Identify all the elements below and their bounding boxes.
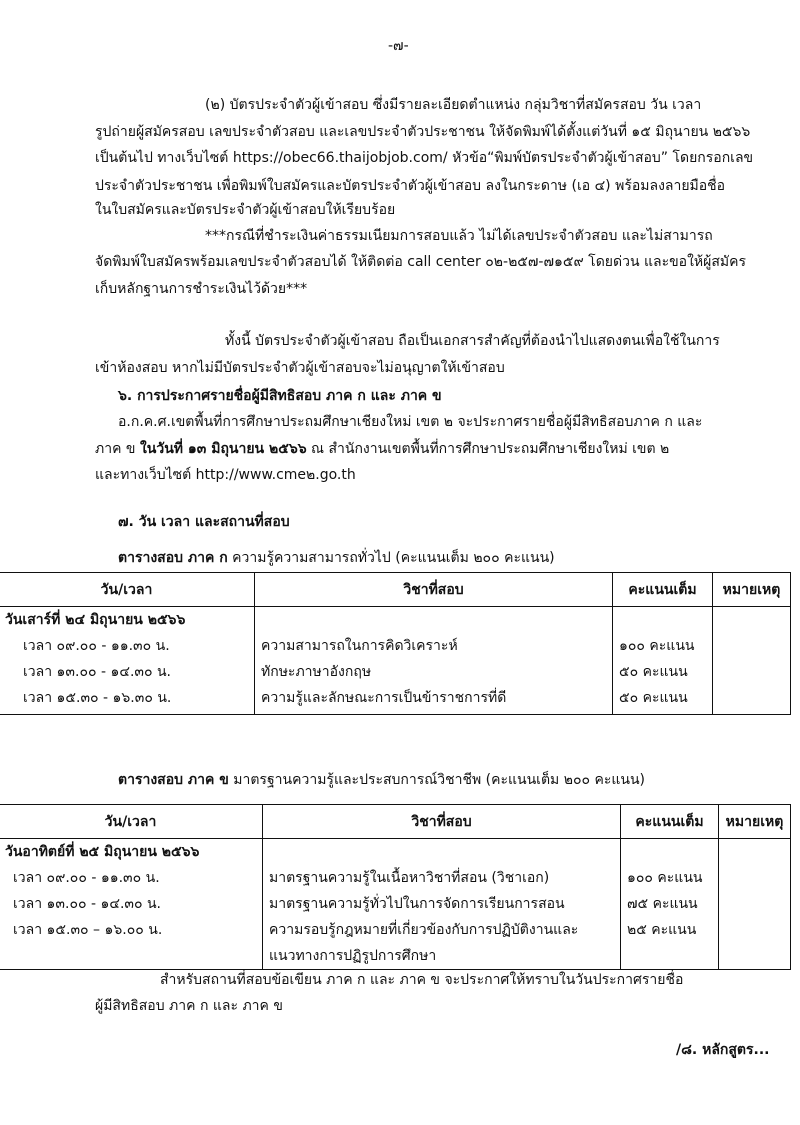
header-cell: วัน/เวลา <box>0 573 255 607</box>
page-number: -๗- <box>388 38 409 54</box>
table-a-caption <box>118 548 555 568</box>
subject: ความรอบรู้กฎหมายที่เกี่ยวข้องกับการปฏิบัติงานและ <box>269 922 579 938</box>
time: เวลา ๑๕.๓๐ - ๑๖.๓๐ น. <box>23 690 172 706</box>
text: ความรู้ความสามารถทั่วไป (คะแนนเต็ม ๒๐๐ คะแนน) <box>227 550 555 566</box>
subject: มาตรฐานความรู้ทั่วไปในการจัดการเรียนการสอน <box>269 896 565 912</box>
text: หัวข้อ“พิมพ์บัตรประจำตัวผู้เข้าสอบ” โดยกรอกเลข <box>447 150 754 166</box>
score: ๑๐๐ คะแนน <box>619 638 695 654</box>
section-6-title: ๖. การประกาศรายชื่อผู้มีสิทธิสอบ ภาค ก และ ภาค ข <box>118 388 442 404</box>
header-cell: วิชาที่สอบ <box>255 573 613 607</box>
subject: ความรู้และลักษณะการเป็นข้าราชการที่ดี <box>261 690 507 706</box>
header-cell: วัน/เวลา <box>0 805 263 839</box>
time: เวลา ๑๓.๐๐ - ๑๔.๓๐ น. <box>23 664 172 680</box>
time: เวลา ๐๙.๐๐ - ๑๑.๓๐ น. <box>13 870 160 886</box>
exam-date: วันเสาร์ที่ ๒๔ มิถุนายน ๒๕๖๖ <box>5 612 186 628</box>
subject: แนวทางการปฏิรูปการศึกษา <box>269 948 437 964</box>
time-cell <box>0 839 263 970</box>
card-line: ทั้งนี้ บัตรประจำตัวผู้เข้าสอบ ถือเป็นเอกสารสำคัญที่ต้องนำไปแสดงตนเพื่อใช้ในการ <box>225 333 720 349</box>
para2-line: ในใบสมัครและบัตรประจำตัวผู้เข้าสอบให้เรียบร้อย <box>95 202 396 218</box>
exam-table-b <box>0 804 791 970</box>
subject: มาตรฐานความรู้ในเนื้อหาวิชาที่สอน (วิชาเอก) <box>269 870 550 886</box>
closing-line: ผู้มีสิทธิสอบ ภาค ก และ ภาค ข <box>95 998 283 1014</box>
thaijobjob-link[interactable]: https://obec66.thaijobjob.com/ <box>232 150 448 166</box>
header-cell: หมายเหตุ <box>713 573 791 607</box>
remark-cell <box>713 607 791 715</box>
score: ๕๐ คะแนน <box>619 690 688 706</box>
text: ตารางสอบ ภาค ก <box>118 550 228 566</box>
text: ตารางสอบ ภาค ข <box>118 772 229 788</box>
score: ๕๐ คะแนน <box>619 664 688 680</box>
header-cell: คะแนนเต็ม <box>621 805 719 839</box>
next-page-marker: /๘. หลักสูตร... <box>676 1042 770 1058</box>
time: เวลา ๑๕.๓๐ – ๑๖.๐๐ น. <box>13 922 163 938</box>
note-line: จัดพิมพ์ใบสมัครพร้อมเลขประจำตัวสอบได้ ให้ติดต่อ call center ๐๒-๒๕๗-๗๑๕๙ โดยด่วน และขอให้ผู้สมัคร <box>95 254 746 270</box>
subject: ทักษะภาษาอังกฤษ <box>261 664 372 680</box>
para2-line: (๒) บัตรประจำตัวผู้เข้าสอบ ซึ่งมีรายละเอียดตำแหน่ง กลุ่มวิชาที่สมัครสอบ วัน เวลา <box>205 97 702 113</box>
time: เวลา ๐๙.๐๐ - ๑๑.๓๐ น. <box>23 638 170 654</box>
time-cell <box>0 607 255 715</box>
time: เวลา ๑๓.๐๐ - ๑๔.๓๐ น. <box>13 896 162 912</box>
exam-table-a <box>0 572 791 715</box>
sec6-line: และทางเว็บไซต์ http://www.cme๒.go.th <box>95 467 356 483</box>
subject-cell <box>255 607 613 715</box>
text: มาตรฐานความรู้และประสบการณ์วิชาชีพ (คะแนนเต็ม ๒๐๐ คะแนน) <box>228 772 646 788</box>
text: ณ สำนักงานเขตพื้นที่การศึกษาประถมศึกษาเชียงใหม่ เขต ๒ <box>306 441 670 457</box>
card-line: เข้าห้องสอบ หากไม่มีบัตรประจำตัวผู้เข้าสอบจะไม่อนุญาตให้เข้าสอบ <box>95 360 505 376</box>
text: เป็นต้นไป ทางเว็บไซต์ <box>95 150 233 166</box>
para2-line: รูปถ่ายผู้สมัครสอบ เลขประจำตัวสอบ และเลขประจำตัวประชาชน ให้จัดพิมพ์ได้ตั้งแต่วันที่ ๑๕ มิถุนายน ๒๕๖๖ <box>95 124 751 140</box>
score-cell <box>613 607 713 715</box>
sec6-line <box>95 439 669 459</box>
header-cell: วิชาที่สอบ <box>263 805 621 839</box>
header-cell: หมายเหตุ <box>719 805 791 839</box>
remark-cell <box>719 839 791 970</box>
closing-line: สำหรับสถานที่สอบข้อเขียน ภาค ก และ ภาค ข จะประกาศให้ทราบในวันประกาศรายชื่อ <box>160 972 684 988</box>
exam-date: วันอาทิตย์ที่ ๒๕ มิถุนายน ๒๕๖๖ <box>5 844 200 860</box>
text: ภาค ข <box>95 441 140 457</box>
note-line: ***กรณีที่ชำระเงินค่าธรรมเนียมการสอบแล้ว ไม่ได้เลขประจำตัวสอบ และไม่สามารถ <box>205 228 713 244</box>
header-cell: คะแนนเต็ม <box>613 573 713 607</box>
para2-line <box>95 148 753 168</box>
subject-cell <box>263 839 621 970</box>
table-b-caption <box>118 770 645 790</box>
announce-date: ในวันที่ ๑๓ มิถุนายน ๒๕๖๖ <box>139 441 307 457</box>
score-cell <box>621 839 719 970</box>
section-7-title: ๗. วัน เวลา และสถานที่สอบ <box>118 514 290 530</box>
subject: ความสามารถในการคิดวิเคราะห์ <box>261 638 458 654</box>
sec6-line: อ.ก.ค.ศ.เขตพื้นที่การศึกษาประถมศึกษาเชียงใหม่ เขต ๒ จะประกาศรายชื่อผู้มีสิทธิสอบภาค ก และ <box>118 414 703 430</box>
score: ๑๐๐ คะแนน <box>627 870 703 886</box>
note-line: เก็บหลักฐานการชำระเงินไว้ด้วย*** <box>95 281 308 297</box>
score: ๒๕ คะแนน <box>627 922 697 938</box>
score: ๗๕ คะแนน <box>627 896 698 912</box>
para2-line: ประจำตัวประชาชน เพื่อพิมพ์ใบสมัครและบัตรประจำตัวผู้เข้าสอบ ลงในกระดาษ (เอ ๔) พร้อมลงลายมือชื่อ <box>95 178 726 194</box>
